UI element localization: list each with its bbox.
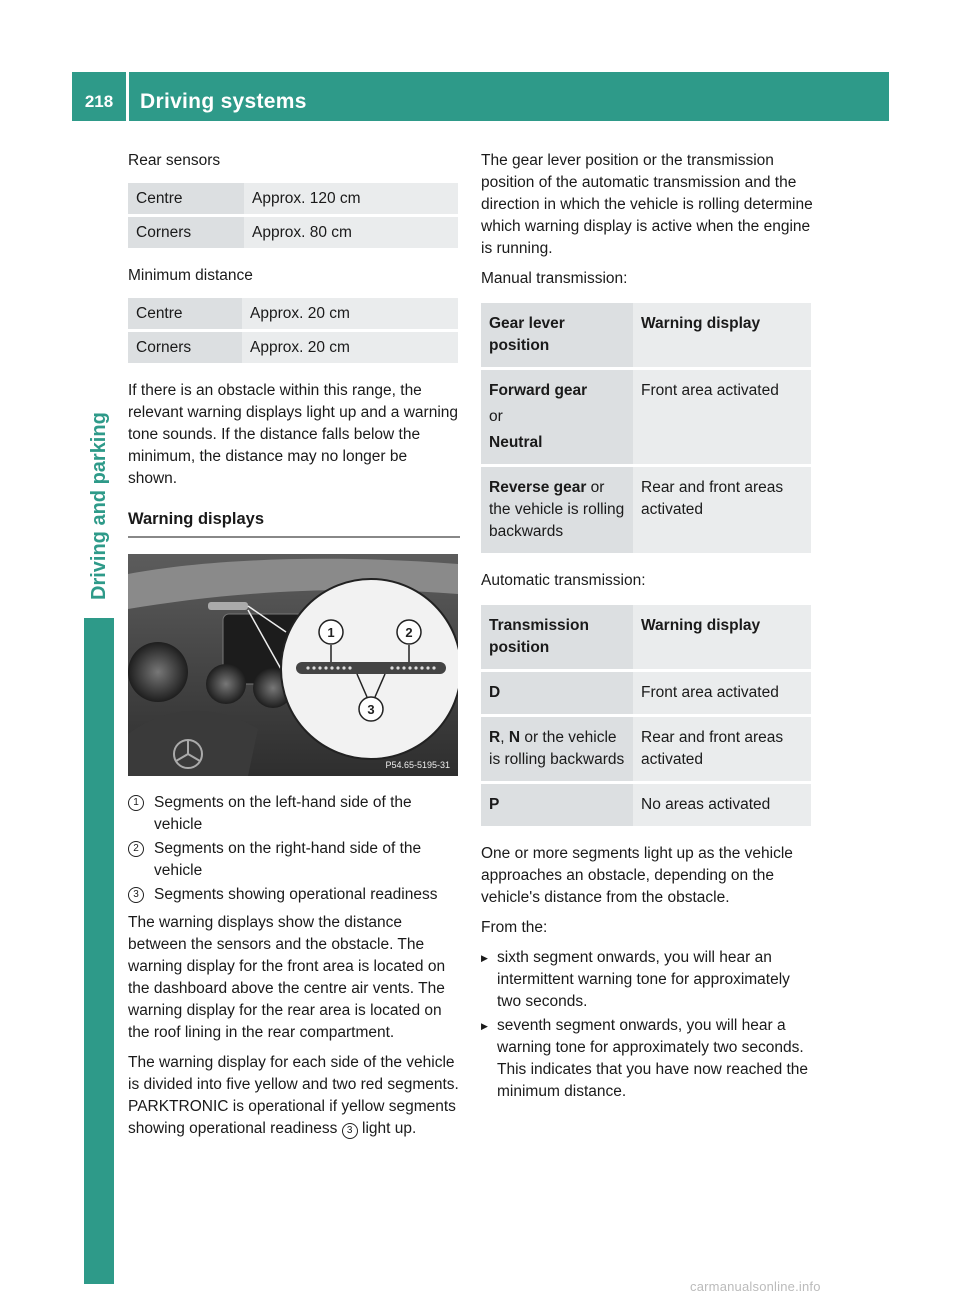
figure-legend <box>128 792 460 906</box>
page-number: 218 <box>84 92 114 111</box>
warning-display-figure <box>128 554 458 776</box>
inline-marker: 3 <box>342 1123 358 1139</box>
table-row <box>128 183 458 214</box>
segments-paragraph: The warning display for each side of the vehicle is divided into five yellow and two red segments. PARKTRONIC is operational if yellow segments showing operational readiness 3 light up. <box>128 1054 459 1137</box>
minimum-distance-heading: Minimum distance <box>128 267 253 284</box>
vent-left <box>206 664 246 704</box>
table-row <box>481 672 811 714</box>
minimum-distance-table <box>128 295 458 366</box>
automatic-transmission-heading: Automatic transmission: <box>481 572 646 589</box>
dashboard-illustration <box>128 554 458 776</box>
legend-marker: 1 <box>128 795 144 811</box>
manual-transmission-heading: Manual transmission: <box>481 270 628 287</box>
side-tab-block <box>84 618 114 1284</box>
figure-code: P54.65-5195-31 <box>385 760 450 770</box>
table-header-cell: Transmission position <box>481 605 633 669</box>
table-row <box>481 370 811 464</box>
table-row <box>128 298 458 329</box>
callout-2-label: 2 <box>405 625 413 640</box>
legend-item <box>128 884 460 906</box>
table-cell: Front area activated <box>633 672 811 714</box>
header-divider <box>126 72 129 121</box>
page-title: Driving systems <box>140 90 307 113</box>
legend-item <box>128 838 460 882</box>
callout-1-label: 1 <box>327 625 335 640</box>
legend-marker: 2 <box>128 841 144 857</box>
bullet-list <box>481 947 813 1103</box>
table-header-cell: Gear lever position <box>481 303 633 367</box>
legend-text: Segments on the right-hand side of the vehicle <box>154 840 422 879</box>
side-tab-label: Driving and parking <box>88 412 110 600</box>
table-cell: Front area activated <box>633 370 811 464</box>
legend-marker: 3 <box>128 887 144 903</box>
table-cell: Rear and front areas activated <box>633 467 811 553</box>
side-tab <box>84 360 114 600</box>
table-cell: Reverse gear or the vehicle is rolling backwards <box>481 467 633 553</box>
table-row <box>128 332 458 363</box>
list-item: ▶ sixth segment onwards, you will hear an intermittent warning tone for approximately two seconds. <box>481 947 813 1013</box>
left-column <box>128 150 460 1148</box>
rear-sensors-table <box>128 180 458 251</box>
warning-displays-heading: Warning displays <box>128 508 460 538</box>
right-column <box>481 150 813 1105</box>
table-cell-label: Corners <box>128 332 242 363</box>
segments-light-paragraph: One or more segments light up as the vehicle approaches an obstacle, depending on the vehicle's distance from the obstacle. <box>481 845 793 906</box>
from-the-label: From the: <box>481 919 548 936</box>
warning-display-paragraph: The warning displays show the distance between the sensors and the obstacle. The warning display for the front area is located on the dashboard above the centre air vents. The warning display for the rear area is located on the roof lining in the rear compartment. <box>128 914 446 1041</box>
automatic-transmission-table <box>481 602 811 829</box>
gauge-left <box>128 642 188 702</box>
obstacle-paragraph: If there is an obstacle within this range, the relevant warning displays light up and a warning tone sounds. If the distance falls below the minimum, the distance may no longer be shown. <box>128 382 459 487</box>
table-cell-value: Approx. 80 cm <box>244 217 458 248</box>
table-cell: P <box>481 784 633 826</box>
intro-paragraph: The gear lever position or the transmission position of the automatic transmission and the direction in which the vehicle is rolling determine which warning display is active when the engine is running. <box>481 152 813 257</box>
table-cell: No areas activated <box>633 784 811 826</box>
table-header-cell: Warning display <box>633 605 811 669</box>
list-item: ▶ seventh segment onwards, you will hear a warning tone for approximately two seconds. This indicates that you have now reached the minimum distance. <box>481 1015 813 1103</box>
legend-text: Segments on the left-hand side of the vehicle <box>154 794 412 833</box>
watermark: carmanualsonline.info <box>690 1279 821 1294</box>
front-warning-display <box>208 602 248 610</box>
callout-3-label: 3 <box>367 702 375 717</box>
table-header-row <box>481 605 811 669</box>
table-cell-label: Centre <box>128 183 244 214</box>
table-header-cell: Warning display <box>633 303 811 367</box>
manual-transmission-table <box>481 300 811 556</box>
table-cell-value: Approx. 20 cm <box>242 332 458 363</box>
table-row <box>481 784 811 826</box>
table-cell: Rear and front areas activated <box>633 717 811 781</box>
table-header-row <box>481 303 811 367</box>
table-row <box>481 717 811 781</box>
table-cell-label: Centre <box>128 298 242 329</box>
rear-sensors-heading: Rear sensors <box>128 152 221 169</box>
table-row <box>128 217 458 248</box>
table-row <box>481 467 811 553</box>
table-cell: D <box>481 672 633 714</box>
table-cell-value: Approx. 20 cm <box>242 298 458 329</box>
table-cell: Forward gear or Neutral <box>481 370 633 464</box>
table-cell: R, N or the vehicle is rolling backwards <box>481 717 633 781</box>
legend-item <box>128 792 460 836</box>
legend-text: Segments showing operational readiness <box>154 886 438 903</box>
table-cell-label: Corners <box>128 217 244 248</box>
table-cell-value: Approx. 120 cm <box>244 183 458 214</box>
